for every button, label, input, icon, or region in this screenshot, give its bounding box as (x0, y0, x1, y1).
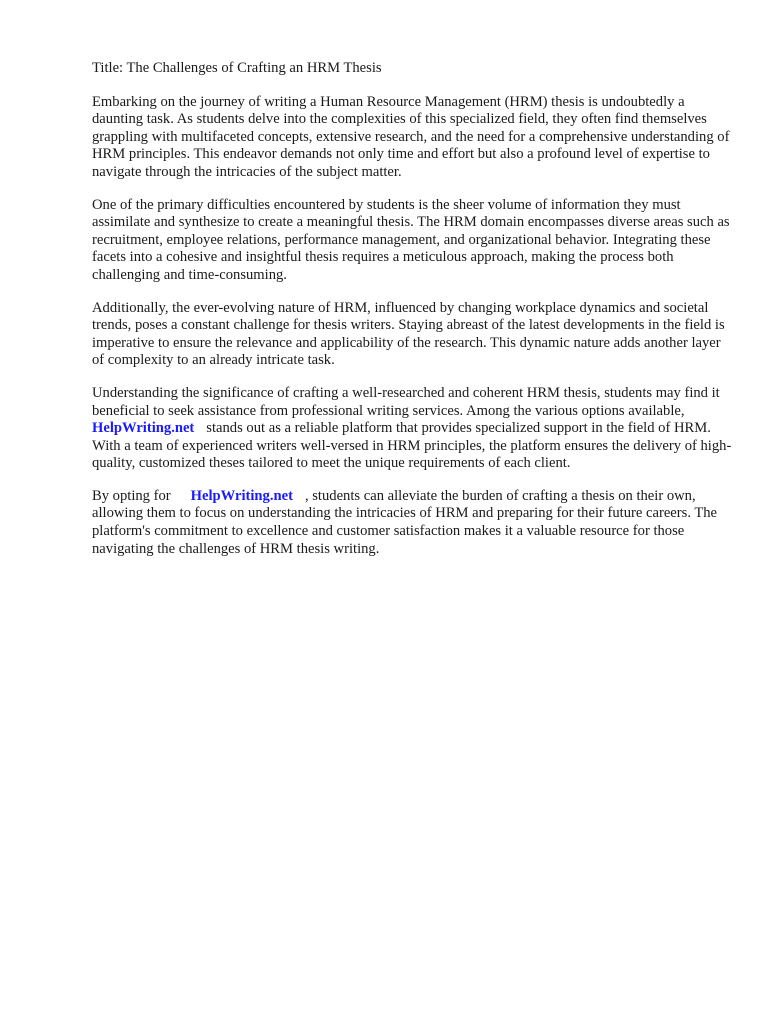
paragraph-assistance-text-before: Understanding the significance of crafting a well-researched and coherent HRM thesis, students may find it beneficial to seek assistance from professional writing services. Among the various options available, (92, 384, 720, 419)
document-title: Title: The Challenges of Crafting an HRM Thesis (92, 60, 382, 76)
paragraph-conclusion-text-after: , students can alleviate the burden of crafting a thesis on their own, allowing them to focus on understanding the intricacies of HRM and preparing for their future careers. The platform's commitment to excellence and customer satisfaction makes it a valuable resource for those navigating the challenges of HRM thesis writing. (92, 487, 718, 557)
paragraph-conclusion (92, 488, 732, 558)
paragraph-assistance-text-after: stands out as a reliable platform that provides specialized support in the field of HRM. With a team of experienced writers well-versed in HRM principles, the platform ensures the delivery of high-quality, customized theses tailored to meet the unique requirements of each client. (92, 420, 732, 472)
helpwriting-link[interactable]: HelpWriting.net (92, 420, 195, 437)
paragraph-assistance (92, 385, 732, 473)
paragraph-evolving-nature: Additionally, the ever-evolving nature of HRM, influenced by changing workplace dynamics and societal trends, poses a constant challenge for thesis writers. Staying abreast of the latest developments in the field is imperative to ensure the relevance and applicability of the research. This dynamic nature adds another layer of complexity to an already intricate task. (92, 299, 725, 369)
document-body (92, 60, 732, 573)
paragraph-intro: Embarking on the journey of writing a Human Resource Management (HRM) thesis is undoubtedly a daunting task. As students delve into the complexities of this specialized field, they often find themselves grappling with multifaceted concepts, extensive research, and the need for a comprehensive understanding of HRM principles. This endeavor demands not only time and effort but also a profound level of expertise to navigate through the intricacies of the subject matter. (92, 93, 730, 180)
helpwriting-link-2[interactable]: HelpWriting.net (190, 487, 293, 504)
paragraph-conclusion-text-before: By opting for (92, 487, 171, 504)
paragraph-difficulties: One of the primary difficulties encountered by students is the sheer volume of information they must assimilate and synthesize to create a meaningful thesis. The HRM domain encompasses diverse areas such as recruitment, employee relations, performance management, and organizational behavior. Integrating these facets into a cohesive and insightful thesis requires a meticulous approach, making the process both challenging and time-consuming. (92, 196, 730, 283)
